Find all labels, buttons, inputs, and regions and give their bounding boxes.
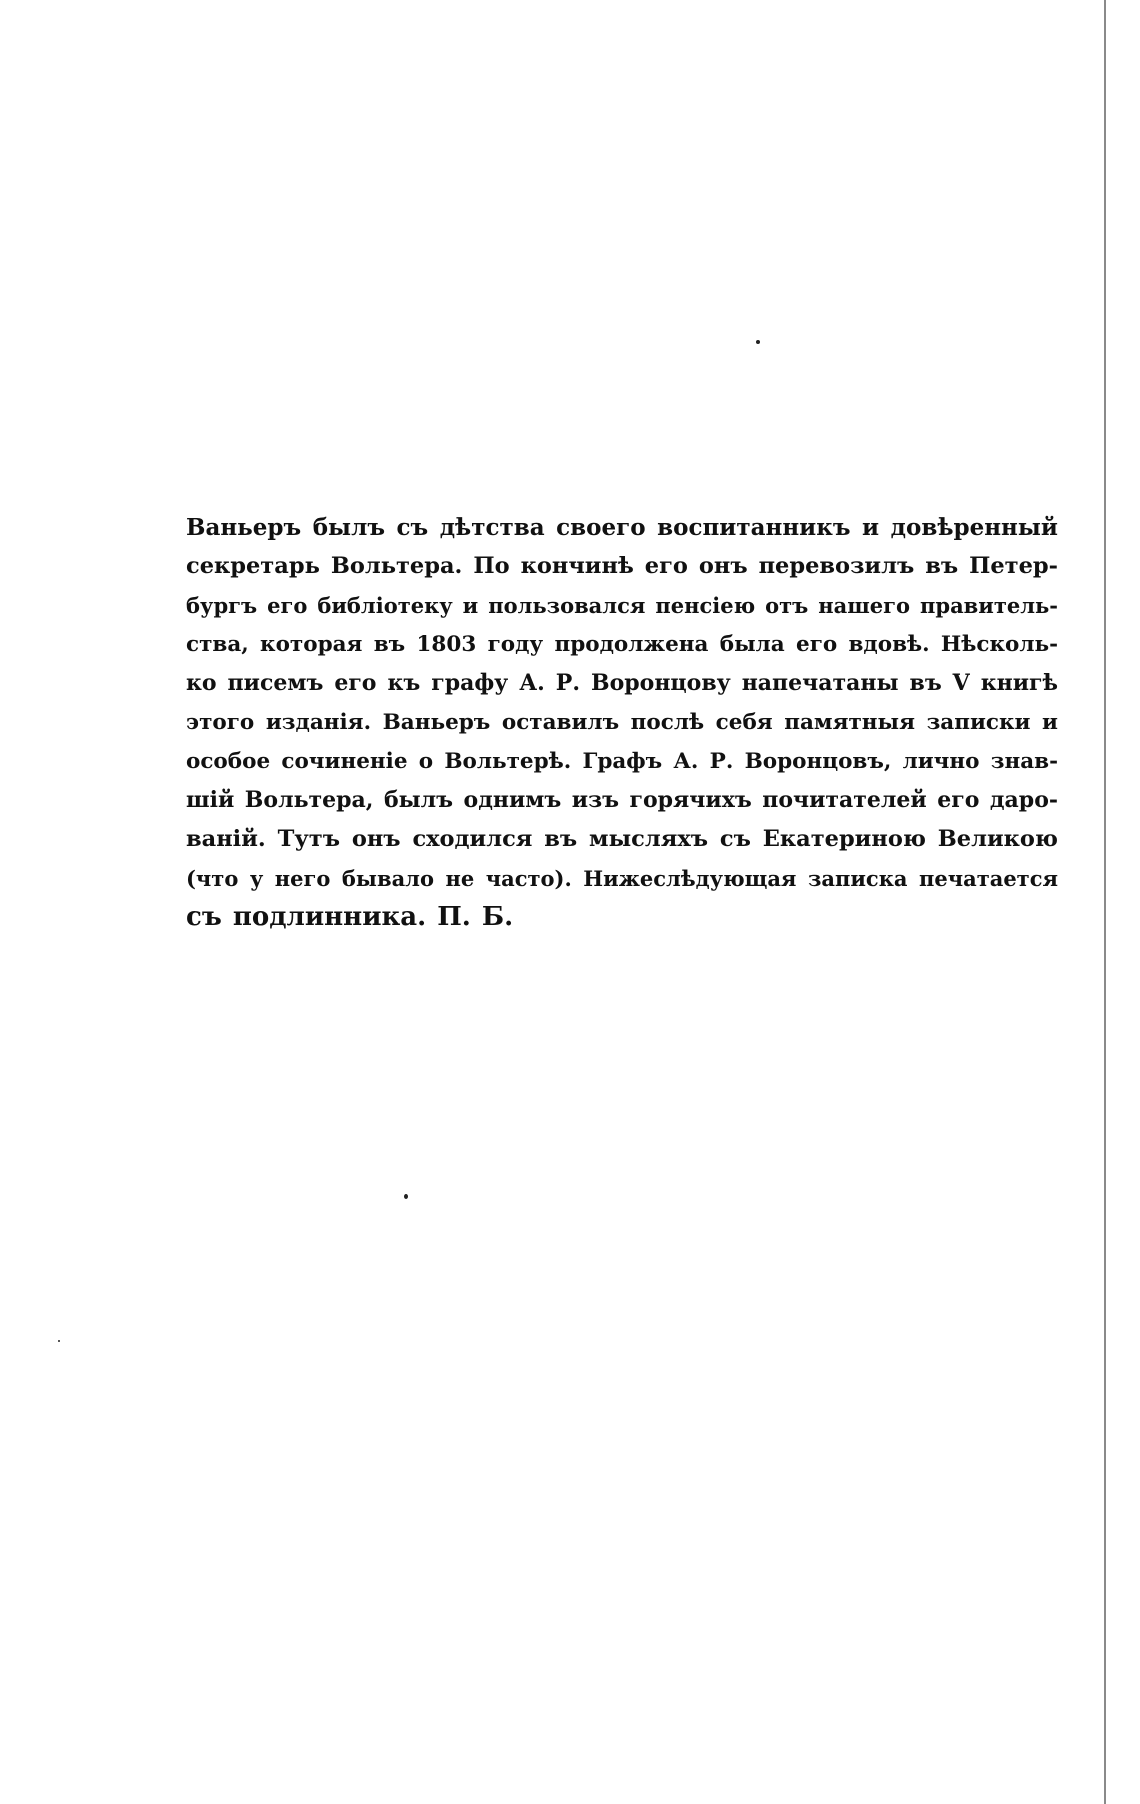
text-line-signature: съ подлинника. П. Б. xyxy=(186,902,514,932)
text-line: этого изданія. Ваньеръ оставилъ послѣ себя памятныя записки и xyxy=(186,710,1058,735)
text-line: ко писемъ его къ графу А. Р. Воронцову напечатаны въ V книгѣ xyxy=(186,670,1058,696)
text-line: ства, которая въ 1803 году продолжена была его вдовѣ. Нѣсколь- xyxy=(186,632,1058,657)
text-line: (что у него бывало не часто). Нижеслѣдующая записка печатается xyxy=(186,866,1058,891)
text-line: Ваньеръ былъ съ дѣтства своего воспитанникъ и довѣренный xyxy=(186,514,1058,541)
scan-speck xyxy=(58,1340,60,1342)
scan-speck xyxy=(756,340,760,344)
text-line: особое сочиненіе о Вольтерѣ. Графъ А. Р. Воронцовъ, лично знав- xyxy=(186,749,1058,774)
text-line: ваній. Тутъ онъ сходился въ мысляхъ съ Екатериною Великою xyxy=(186,826,1058,852)
text-line: секретарь Вольтера. По кончинѣ его онъ перевозилъ въ Петер- xyxy=(186,553,1058,579)
text-line: шій Вольтера, былъ однимъ изъ горячихъ почитателей его даро- xyxy=(186,787,1058,813)
scan-speck xyxy=(404,1194,408,1199)
editor-note-paragraph xyxy=(186,508,1058,937)
page-edge-line xyxy=(1104,0,1106,1804)
text-line: бургъ его библіотеку и пользовался пенсіею отъ нашего правитель- xyxy=(186,593,1058,618)
